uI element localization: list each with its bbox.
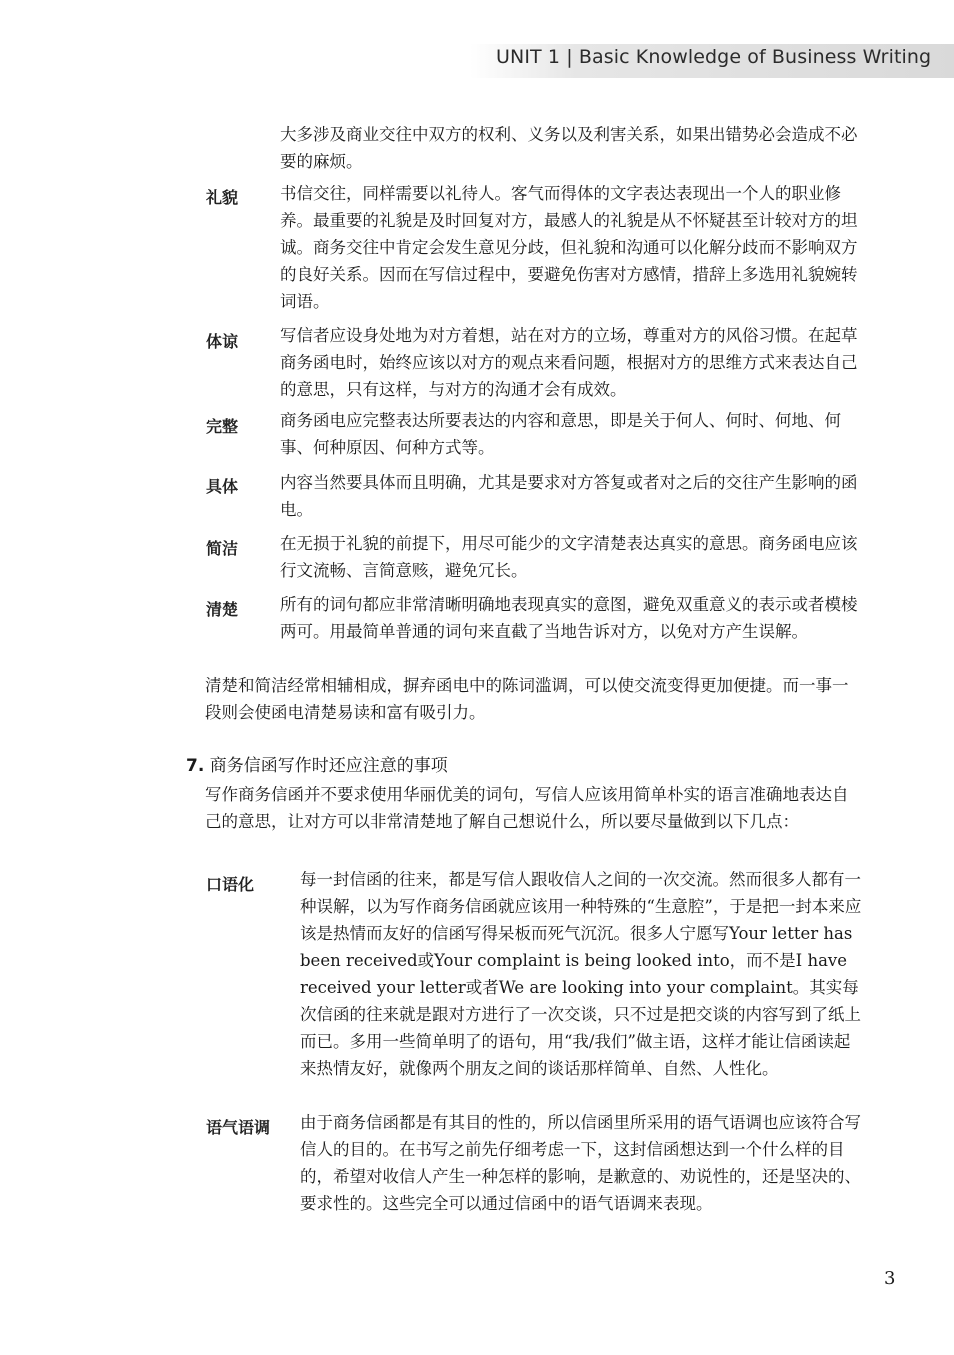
term-conversational: 口语化 xyxy=(206,875,255,894)
intro-continuation: 大多涉及商业交往中双方的权利、义务以及利害关系，如果出错势必会造成不必要的麻烦。 xyxy=(280,125,858,171)
section-7-number: 7. xyxy=(186,756,205,776)
term-conciseness: 简洁 xyxy=(206,539,239,558)
section-7-intro: 写作商务信函并不要求使用华丽优美的词句，写信人应该用简单朴实的语言准确地表达自己的意思，让对方可以非常清楚地了解自己想说什么，所以要尽量做到以下几点： xyxy=(205,785,849,831)
clarity-text: 所有的词句都应非常清晰明确地表现真实的意图，避免双重意义的表示或者模棱两可。用最简单普通的词句来直截了当地告诉对方，以免对方产生误解。 xyxy=(280,595,858,641)
concreteness-text: 内容当然要具体而且明确，尤其是要求对方答复或者对之后的交往产生影响的函电。 xyxy=(280,473,858,519)
running-header: UNIT 1 | Basic Knowledge of Business Writing xyxy=(496,46,932,68)
term-clarity: 清楚 xyxy=(206,600,239,619)
term-concreteness: 具体 xyxy=(206,477,239,496)
term-politeness: 礼貌 xyxy=(206,188,239,207)
completeness-text: 商务函电应完整表达所要表达的内容和意思，即是关于何人、何时、何地、何事、何种原因、何种方式等。 xyxy=(280,411,841,457)
term-completeness: 完整 xyxy=(206,417,239,436)
conciseness-text: 在无损于礼貌的前提下，用尽可能少的文字清楚表达真实的意思。商务函电应该行文流畅、言简意赅，避免冗长。 xyxy=(280,534,858,580)
page-number: 3 xyxy=(884,1268,896,1289)
tone-text: 由于商务信函都是有其目的性的，所以信函里所采用的语气语调也应该符合写信人的目的。在书写之前先仔细考虑一下，这封信函想达到一个什么样的目的，希望对收信人产生一种怎样的影响，是歉意的、劝说性的，还是坚决的、要求性的。这些完全可以通过信函中的语气语调来表现。 xyxy=(300,1113,861,1213)
summary-paragraph: 清楚和简洁经常相辅相成，摒弃函电中的陈词滥调，可以使交流变得更加便捷。而一事一段则会使函电清楚易读和富有吸引力。 xyxy=(205,676,849,722)
term-consideration: 体谅 xyxy=(206,332,239,351)
consideration-text: 写信者应设身处地为对方着想，站在对方的立场，尊重对方的风俗习惯。在起草商务函电时，始终应该以对方的观点来看问题，根据对方的思维方式来表达自己的意思，只有这样，与对方的沟通才会有成效。 xyxy=(280,326,858,399)
politeness-text: 书信交往，同样需要以礼待人。客气而得体的文字表达表现出一个人的职业修养。最重要的礼貌是及时回复对方，最感人的礼貌是从不怀疑甚至计较对方的坦诚。商务交往中肯定会发生意见分歧，但礼貌和沟通可以化解分歧而不影响双方的良好关系。因而在写信过程中，要避免伤害对方感情，措辞上多选用礼貌婉转词语。 xyxy=(280,184,858,311)
term-tone: 语气语调 xyxy=(206,1118,271,1137)
conversational-text: 每一封信函的往来，都是写信人跟收信人之间的一次交流。然而很多人都有一种误解，以为写作商务信函就应该用一种特殊的“生意腔”，于是把一封本来应该是热情而友好的信函写得呆板而死气沉沉。很多人宁愿写Your letter has been received或Your complaint is being looked into，而不是I have received your letter或者We are looking into your complaint。其实每次信函的往来就是跟对方进行了一次交谈，只不过是把交谈的内容写到了纸上而已。多用一些简单明了的语句，用“我/我们”做主语，这样才能让信函读起来热情友好，就像两个朋友之间的谈话那样简单、自然、人性化。 xyxy=(300,870,862,1078)
section-7-heading xyxy=(186,751,448,776)
section-7-title: 商务信函写作时还应注意的事项 xyxy=(209,756,448,776)
